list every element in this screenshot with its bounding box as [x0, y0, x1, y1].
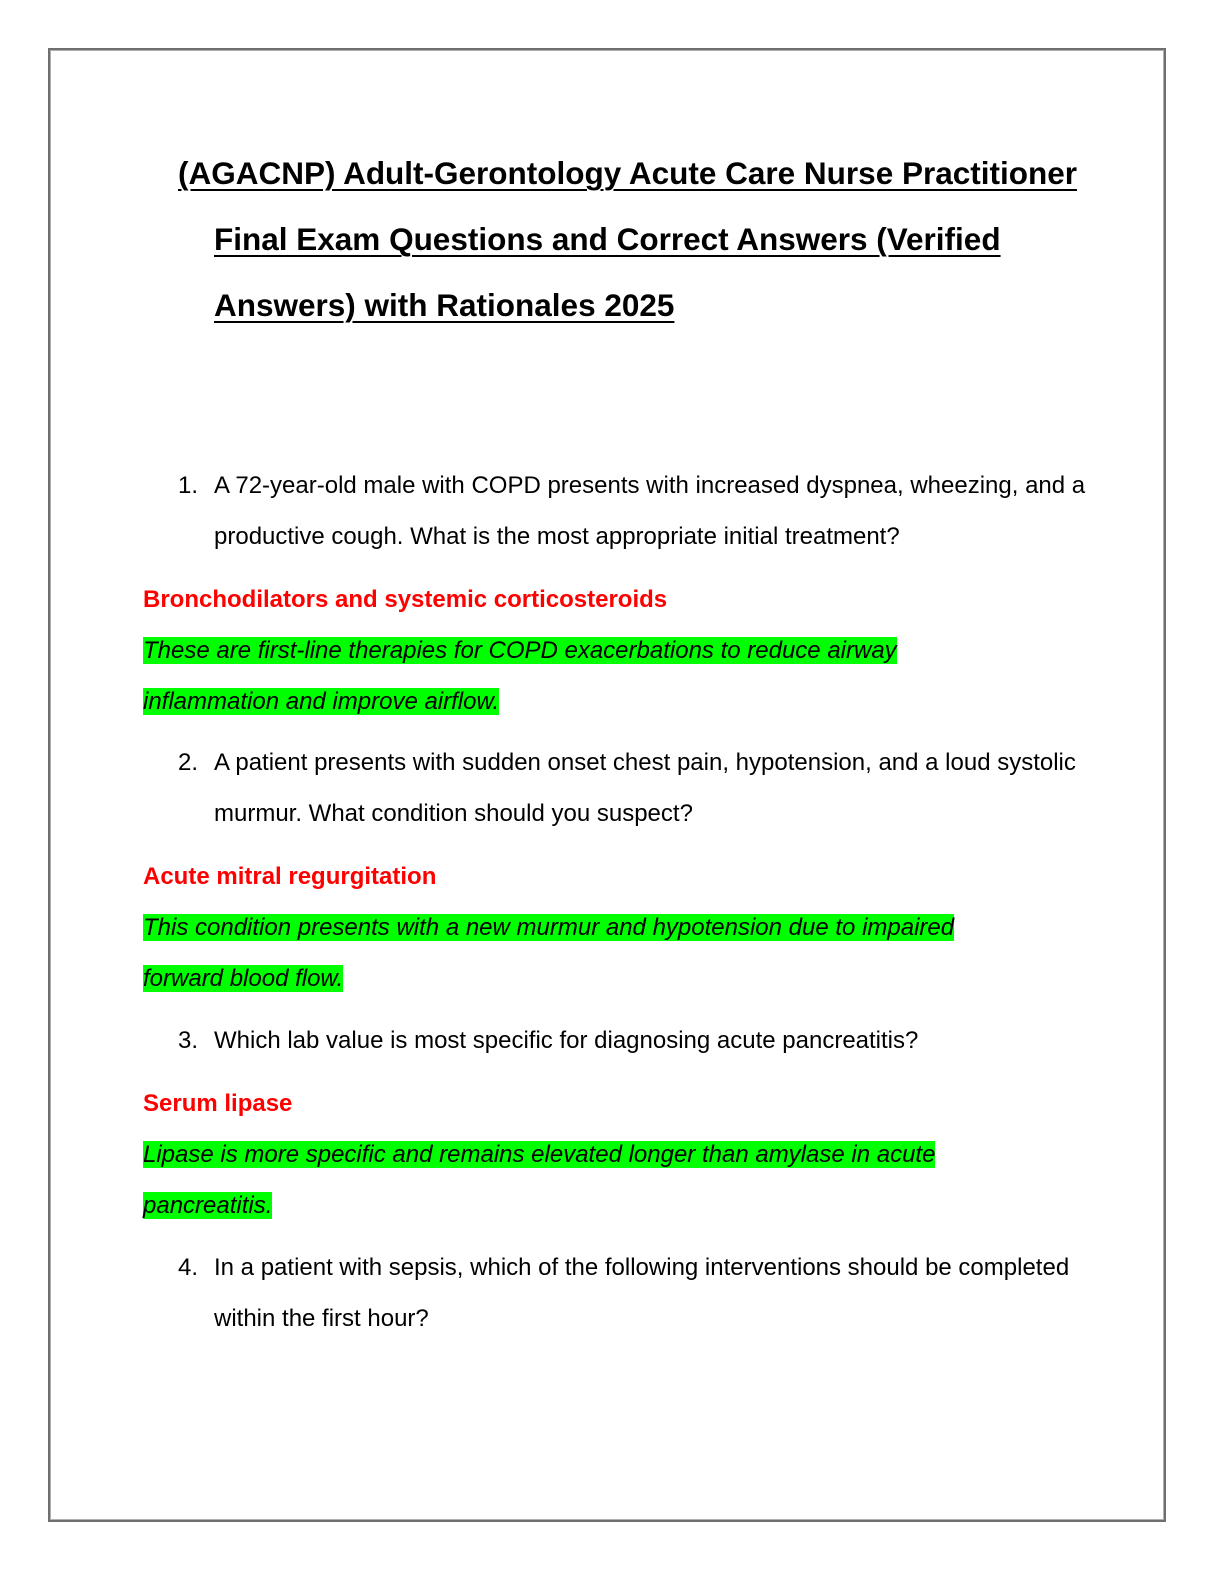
qa-item	[143, 1242, 1103, 1344]
qa-item	[143, 1015, 1103, 1231]
rationale	[143, 625, 943, 727]
answer: Serum lipase	[143, 1090, 293, 1117]
document-title	[178, 140, 1078, 338]
question-text: In a patient with sepsis, which of the following interventions should be completed within the first hour?	[214, 1254, 1070, 1332]
title-line: Final Exam Questions and Correct Answers (Verified	[214, 221, 1001, 257]
question	[143, 1242, 1084, 1344]
question-text: A patient presents with sudden onset chest pain, hypotension, and a loud systolic murmur. What condition should you suspect?	[214, 749, 1076, 827]
question-number: 4.	[178, 1254, 199, 1281]
question-number: 3.	[178, 1027, 199, 1054]
rationale	[143, 902, 1023, 1004]
question-number: 2.	[178, 749, 199, 776]
rationale-text: This condition presents with a new murmur and hypotension due to impaired forward blood flow.	[143, 914, 955, 992]
rationale	[143, 1129, 983, 1231]
question	[143, 737, 1103, 839]
question-number: 1.	[178, 472, 199, 499]
rationale-text: Lipase is more specific and remains elevated longer than amylase in acute pancreatitis.	[143, 1141, 936, 1219]
qa-item	[143, 737, 1103, 1004]
question	[143, 460, 1103, 562]
title-line: Answers) with Rationales 2025	[214, 287, 675, 323]
answer: Bronchodilators and systemic corticosteroids	[143, 586, 668, 613]
question-text: Which lab value is most specific for diagnosing acute pancreatitis?	[214, 1027, 919, 1054]
answer: Acute mitral regurgitation	[143, 863, 437, 890]
question	[143, 1015, 1103, 1066]
question-text: A 72-year-old male with COPD presents with increased dyspnea, wheezing, and a productive cough. What is the most appropriate initial treatment?	[214, 472, 1086, 550]
qa-item	[143, 460, 1103, 727]
rationale-text: These are first-line therapies for COPD exacerbations to reduce airway inflammation and improve airflow.	[143, 637, 897, 715]
title-line: (AGACNP) Adult-Gerontology Acute Care Nurse Practitioner	[178, 155, 1078, 191]
